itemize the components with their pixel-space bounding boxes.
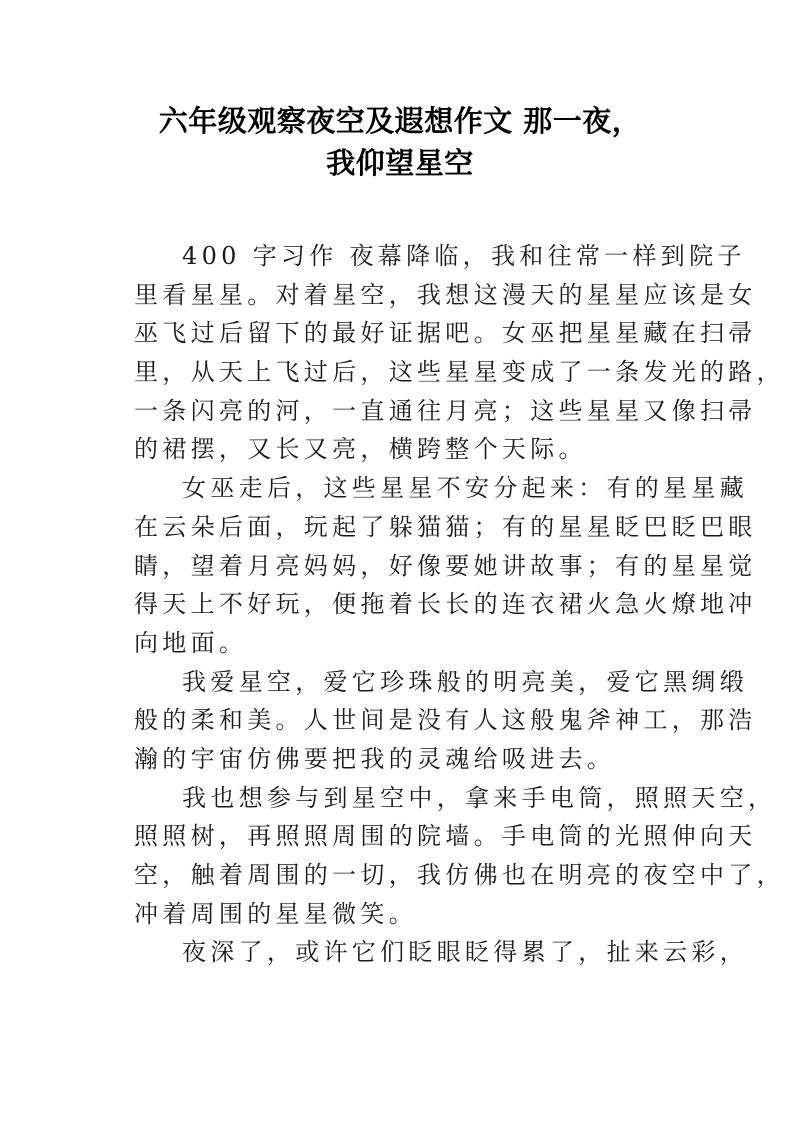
text-line: 我也想参与到星空中，拿来手电筒，照照天空，: [182, 783, 777, 812]
text-line: 里，从天上飞过后，这些星星变成了一条发光的路，: [134, 358, 785, 387]
text-line: 照照树，再照照周围的院墙。手电筒的光照伸向天: [134, 822, 757, 851]
title-line-1: 六年级观察夜空及遐想作文 那一夜，: [158, 104, 642, 138]
paragraph-4: [134, 779, 785, 934]
paragraph-2: [134, 469, 757, 662]
document-body: [134, 237, 785, 972]
text-line: 空，触着周围的一切，我仿佛也在明亮的夜空中了，: [134, 861, 785, 889]
text-line: 冲着周围的星星微笑。: [134, 899, 417, 928]
text-line: 向地面。: [134, 628, 248, 657]
paragraph-3: [134, 663, 757, 779]
text-line: 瀚的宇宙仿佛要把我的灵魂给吸进去。: [134, 744, 616, 773]
paragraph-5: [134, 933, 748, 972]
document-title: [100, 100, 700, 184]
text-line: 400 字习作 夜幕降临，我和往常一样到院子: [182, 242, 746, 270]
paragraph-1: [134, 237, 785, 469]
text-line: 女巫走后，这些星星不安分起来：有的星星藏: [182, 474, 748, 503]
text-line: 一条闪亮的河，一直通往月亮；这些星星又像扫帚: [134, 396, 757, 425]
title-line-2: 我仰望星空: [326, 146, 474, 180]
text-line: 我爱星空，爱它珍珠般的明亮美，爱它黑绸缎: [182, 667, 748, 696]
text-line: 夜深了，或许它们眨眼眨得累了，扯来云彩，: [182, 938, 748, 967]
text-line: 在云朵后面，玩起了躲猫猫；有的星星眨巴眨巴眼: [134, 512, 757, 541]
text-line: 巫飞过后留下的最好证据吧。女巫把星星藏在扫帚: [134, 319, 757, 348]
text-line: 得天上不好玩，便拖着长长的连衣裙火急火燎地冲: [134, 590, 757, 619]
text-line: 睛，望着月亮妈妈，好像要她讲故事；有的星星觉: [134, 551, 757, 580]
text-line: 般的柔和美。人世间是没有人这般鬼斧神工，那浩: [134, 706, 757, 735]
text-line: 里看星星。对着星空，我想这漫天的星星应该是女: [134, 280, 757, 309]
text-line: 的裙摆，又长又亮，横跨整个天际。: [134, 435, 587, 464]
